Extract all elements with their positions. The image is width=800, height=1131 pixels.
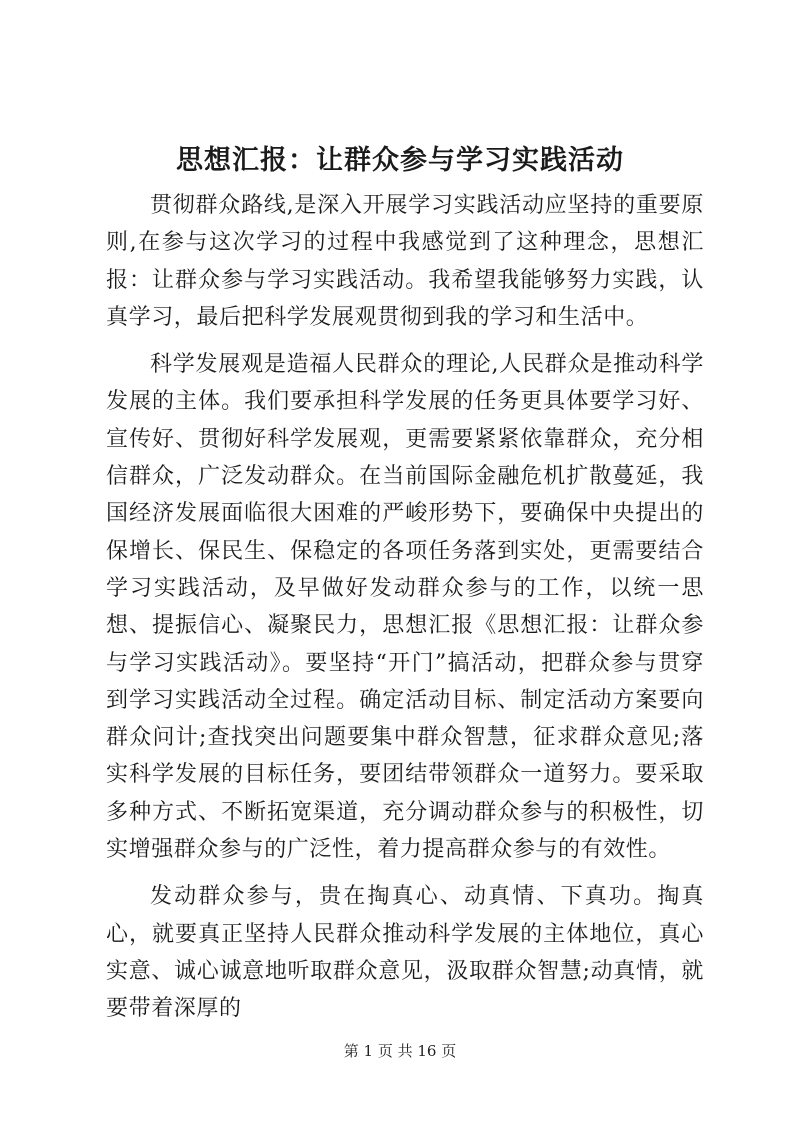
paragraph: 科学发展观是造福人民群众的理论,人民群众是推动科学发展的主体。我们要承担科学发展的任务更具体要学习好、宣传好、贯彻好科学发展观，更需要紧紧依靠群众，充分相信群众，广泛发动群众。在当前国际金融危机扩散蔓延，我国经济发展面临很大困难的严峻形势下，要确保中央提出的保增长、保民生、保稳定的各项任务落到实处，更需要结合学习实践活动，及早做好发动群众参与的工作，以统一思想、提振信心、凝聚民力，思想汇报《思想汇报：让群众参与学习实践活动》。要坚持“开门”搞活动，把群众参与贯穿到学习实践活动全过程。确定活动目标、制定活动方案要向群众问计;查找突出问题要集中群众智慧，征求群众意见;落实科学发展的目标任务，要团结带领群众一道努力。要采取多种方式、不断拓宽渠道，充分调动群众参与的积极性，切实增强群众参与的广泛性，着力提高群众参与的有效性。 (106, 352, 704, 863)
paragraph: 发动群众参与，贵在掏真心、动真情、下真功。掏真心，就要真正坚持人民群众推动科学发展的主体地位，真心实意、诚心诚意地听取群众意见，汲取群众智慧;动真情，就要带着深厚的 (106, 884, 704, 1022)
document-body (106, 187, 704, 1038)
paragraph: 贯彻群众路线,是深入开展学习实践活动应坚持的重要原则,在参与这次学习的过程中我感觉到了这种理念，思想汇报：让群众参与学习实践活动。我希望我能够努力实践，认真学习，最后把科学发展观贯彻到我的学习和生活中。 (106, 193, 704, 330)
page-number-footer: 第 1 页 共 16 页 (343, 1042, 457, 1060)
document-title: 思想汇报：让群众参与学习实践活动 (176, 145, 624, 176)
